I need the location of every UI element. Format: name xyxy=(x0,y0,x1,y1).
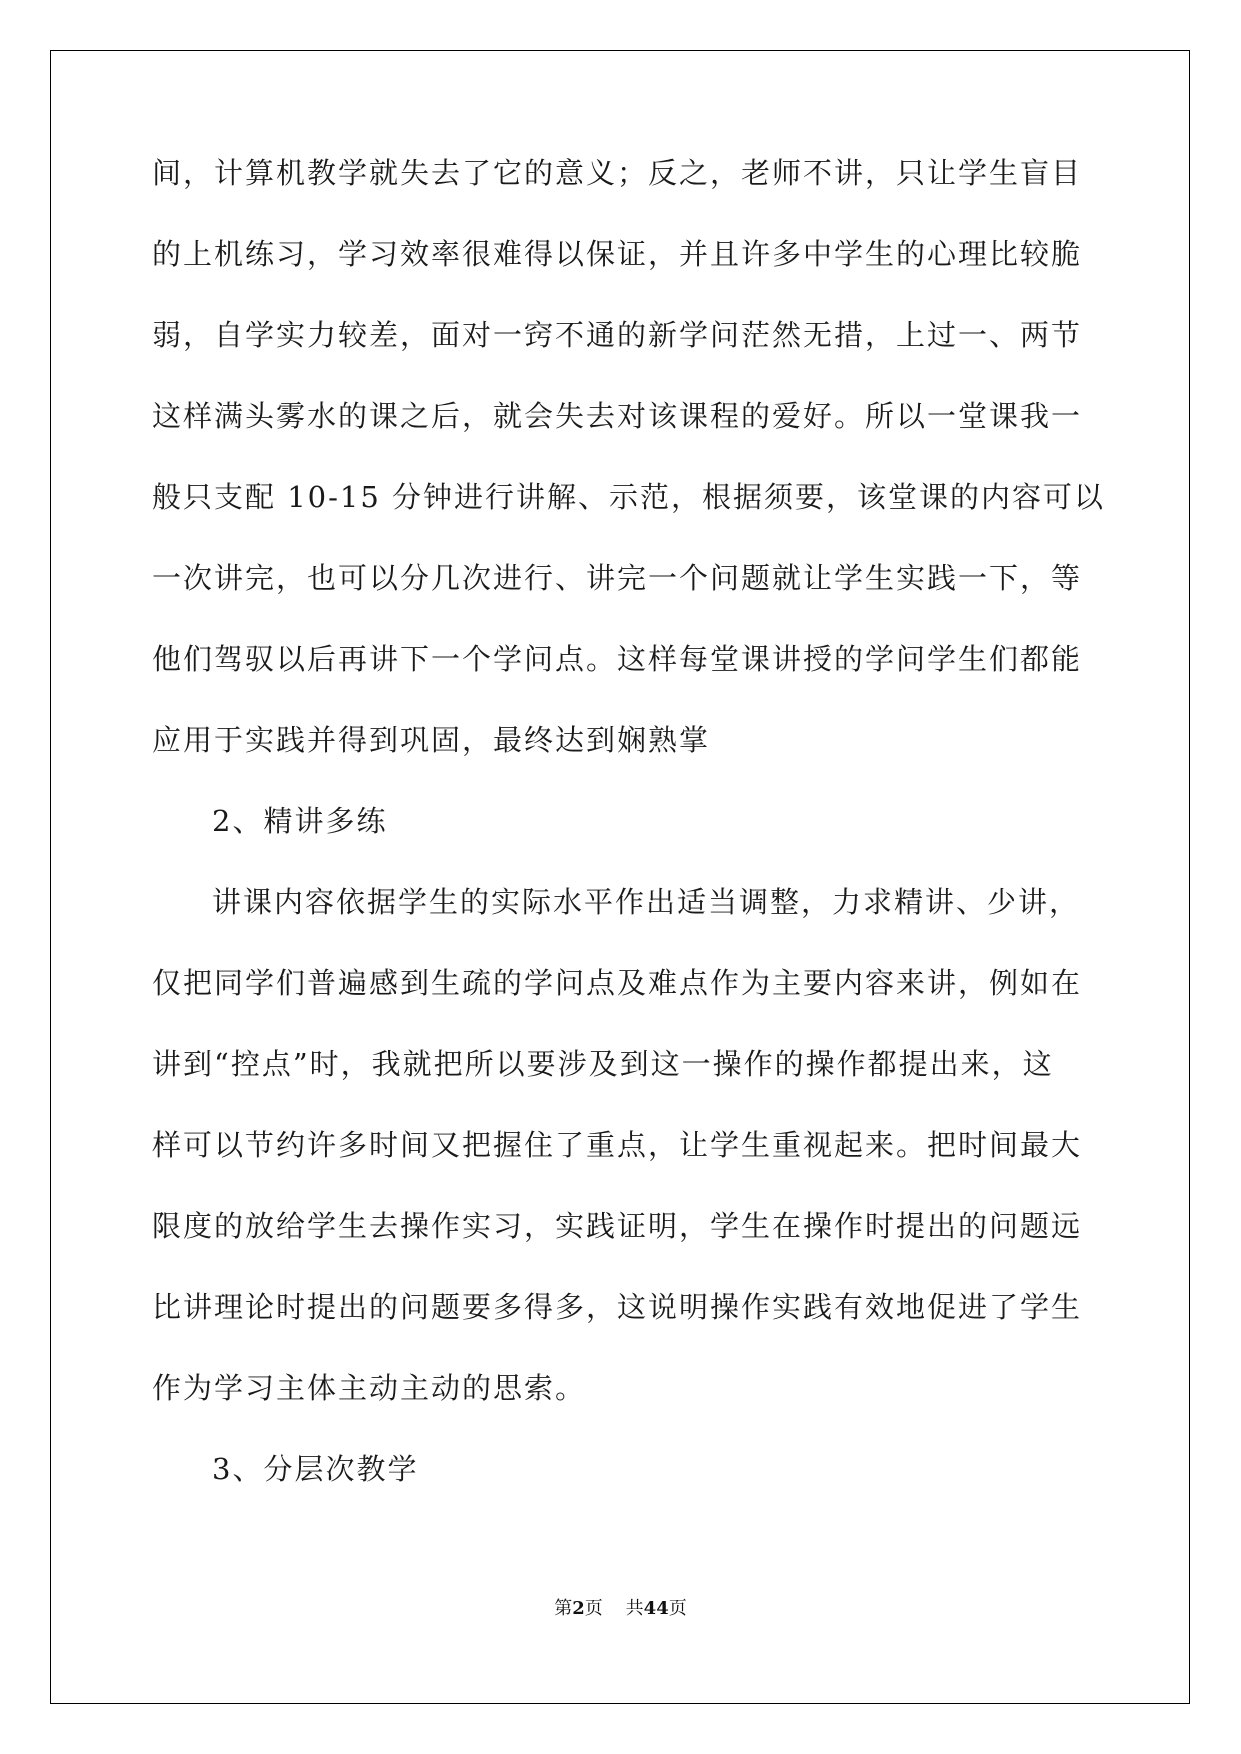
body-line-1: 间，计算机教学就失去了它的意义；反之，老师不讲，只让学生盲目 xyxy=(152,156,1083,190)
body-line-14: 比讲理论时提出的问题要多得多，这说明操作实践有效地促进了学生 xyxy=(152,1290,1083,1324)
footer-total-unit: 页 xyxy=(668,1598,687,1619)
body-line-7: 他们驾驭以后再讲下一个学问点。这样每堂课讲授的学问学生们都能 xyxy=(152,642,1083,676)
body-line-5: 般只支配 10-15 分钟进行讲解、示范，根据须要，该堂课的内容可以 xyxy=(152,480,1106,514)
body-line-4: 这样满头雾水的课之后，就会失去对该课程的爱好。所以一堂课我一 xyxy=(152,399,1083,433)
section-heading-2: 2、精讲多练 xyxy=(212,804,388,838)
body-line-3: 弱，自学实力较差，面对一窍不通的新学问茫然无措，上过一、两节 xyxy=(152,318,1083,352)
body-line-15: 作为学习主体主动主动的思索。 xyxy=(152,1371,587,1405)
body-line-8: 应用于实践并得到巩固，最终达到娴熟掌 xyxy=(152,723,711,757)
footer-total-prefix: 共 xyxy=(625,1598,644,1619)
footer-page-unit: 页 xyxy=(584,1598,603,1619)
body-line-2: 的上机练习，学习效率很难得以保证，并且许多中学生的心理比较脆 xyxy=(152,237,1083,271)
body-line-12: 样可以节约许多时间又把握住了重点，让学生重视起来。把时间最大 xyxy=(152,1128,1083,1162)
body-line-11: 讲到“控点”时，我就把所以要涉及到这一操作的操作都提出来，这 xyxy=(152,1047,1054,1081)
body-line-9: 讲课内容依据学生的实际水平作出适当调整，力求精讲、少讲， xyxy=(212,885,1081,919)
page-footer xyxy=(0,1594,1241,1620)
footer-page-prefix: 第 xyxy=(554,1598,573,1619)
body-line-10: 仅把同学们普遍感到生疏的学问点及难点作为主要内容来讲，例如在 xyxy=(152,966,1083,1000)
body-line-13: 限度的放给学生去操作实习，实践证明，学生在操作时提出的问题远 xyxy=(152,1209,1083,1243)
body-line-6: 一次讲完，也可以分几次进行、讲完一个问题就让学生实践一下，等 xyxy=(152,561,1083,595)
footer-total-pages: 44 xyxy=(643,1598,669,1619)
footer-page-number: 2 xyxy=(572,1598,585,1619)
section-heading-3: 3、分层次教学 xyxy=(212,1452,419,1486)
